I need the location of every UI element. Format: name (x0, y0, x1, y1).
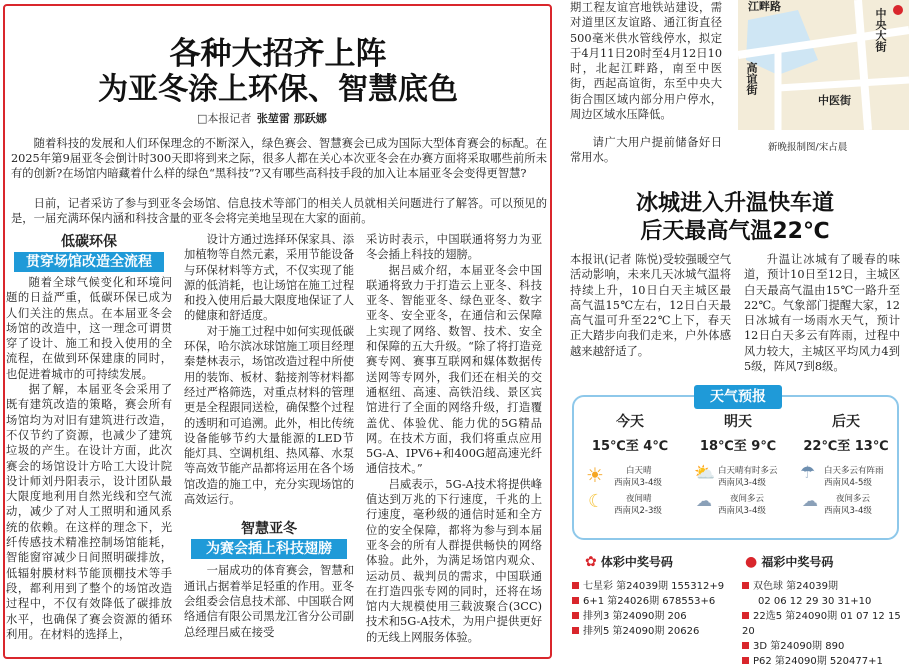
byline-names: 张堃雷 那跃娜 (256, 112, 327, 125)
col2-paragraph-3: 一届成功的体育赛会，智慧和通讯占据着举足轻重的作用。亚冬会组委会信息技术部、中国联合网络通信有限公司黑龙江省分公司副总经理吕威在接受 (184, 564, 354, 639)
list-item: 6+1 第24026期 678553+6 (572, 594, 742, 609)
col1-paragraph-1: 随着全球气候变化和环境问题的日益严重，低碳环保已成为人们关注的焦点。在本届亚冬会场馆的改造中，这一理念可谓贯穿了设计、施工和投入使用的全流程，在做到环保建康的同时，也促进着城市的可持续发展。 (6, 276, 172, 381)
forecast-day-wind: 西南风3-4级 (718, 478, 766, 488)
section-heading-low-carbon: 低碳环保 (61, 234, 117, 250)
forecast-day-name: 后天 (832, 414, 860, 430)
forecast-temp: 22℃至 13℃ (803, 439, 889, 454)
forecast-day-tomorrow (684, 411, 792, 454)
list-item: 3D 第24090期 890 (742, 639, 909, 654)
weather-forecast-panel (572, 389, 899, 540)
forecast-night-desc: 夜间晴 (626, 494, 652, 504)
water-notice-text-2: 请广大用户提前储备好日常用水。 (570, 136, 722, 165)
forecast-day-wind: 西南风3-4级 (614, 478, 662, 488)
sports-lottery-title (585, 553, 673, 570)
map-credit: 新晚报制图/宋占晨 (768, 142, 848, 153)
forecast-day-desc: 白天晴 (626, 466, 652, 476)
water-notice-text: 期工程友谊宫地铁站建设，需对道里区友谊路、通江街直径500毫米供水管线停水，拟定于4月11日20时至4月12日10时，北起江畔路，南至中医街，西起高谊街，东至中央大街合围区域内部分用户停水，周边区域水压降低。 (570, 1, 722, 122)
forecast-day-wind: 西南风4-5级 (824, 478, 872, 488)
forecast-day-detail (614, 465, 662, 489)
intro-paragraph-1: 随着科技的发展和人们环保理念的不断深入，绿色赛会、智慧赛会已成为国际大型体育赛会的标配。在2025年第9届亚冬会倒计时300天即将到来之际，很多人都在关心本次亚冬会在办赛方面将采取哪些前所未有的创新?在场馆内暗藏着什么样的绿色“黑科技”?又有哪些高科技手段的加入让本届亚冬会变得更智慧? (11, 137, 547, 180)
byline-label: □本报记者 (197, 112, 252, 125)
col3-paragraph-3: 吕威表示，5G-A技术将提供峰值达到万兆的下行速度，千兆的上行速度，毫秒级的通信时延和全方位的安全保障，都将为参与到本届亚冬会的所有人群提供畅快的网络体验。此外，为满足场馆内观众、运动员、裁判员的需求，中国联通在打造四张专网的同时，还将在场馆内大规模使用三载波聚合(3CC)技术和5G-A技术，为用户提供更好的无线上网服务体验。 (366, 477, 542, 644)
weather-news-title-2: 后天最高气温22℃ (640, 219, 830, 244)
welfare-lottery-list (742, 579, 909, 669)
weather-news-title-1: 冰城进入升温快车道 (635, 191, 834, 216)
moon-cloud-icon: ☁ (802, 491, 818, 510)
map-label-zhongyi: 中医街 (818, 94, 851, 107)
list-item: 排列3 第24090期 206 (572, 609, 742, 624)
section-bar-smart: 为赛会插上科技翅膀 (191, 539, 347, 559)
forecast-temp: 18℃至 9℃ (699, 439, 777, 454)
sports-lottery-logo-icon: ✿ (585, 554, 597, 570)
welfare-lottery-title-text: 福彩中奖号码 (761, 555, 834, 569)
sun-cloud-icon: ⛅ (694, 463, 716, 483)
forecast-day-desc: 白天多云有阵雨 (824, 466, 884, 476)
list-item: 22选5 第24090期 01 07 12 15 20 (742, 611, 901, 637)
weather-news-col-2: 升温让冰城有了暖春的味道，预计10日至12日，主城区白天最高气温由15℃一路升至22℃。气象部门提醒大家，12日冰城有一场雨水天气，预计12日白天多云有阵雨，过程中风力较大，主城区平均风力4到5级，阵风7到8级。 (744, 253, 900, 374)
col2-paragraph-1: 设计方通过选择环保家具、添加植物等自然元素，采用节能设备与环保材料等方式，不仅实现了能源的低消耗，也让场馆在施工过程和投入使用后最大限度地保证了人的健康和舒适度。 (184, 233, 354, 323)
welfare-lottery-title (745, 553, 833, 570)
forecast-day-today (576, 411, 684, 454)
list-item: P62 第24090期 520477+1 (742, 654, 909, 669)
moon-cloud-icon: ☁ (696, 491, 712, 510)
forecast-night-wind: 西南风3-4级 (824, 506, 872, 516)
article-column-1 (6, 232, 172, 657)
forecast-day-after (792, 411, 900, 454)
forecast-day-name: 今天 (616, 414, 644, 430)
sports-lottery-title-text: 体彩中奖号码 (600, 555, 673, 569)
list-item: 七星彩 第24039期 155312+9 (572, 579, 742, 594)
map-label-gaoyi: 高谊街 (745, 62, 758, 95)
forecast-night-wind: 西南风3-4级 (718, 506, 766, 516)
welfare-lottery-logo-icon: ● (745, 554, 758, 570)
forecast-day-name: 明天 (724, 414, 752, 430)
forecast-day-detail (718, 465, 778, 489)
forecast-night-desc: 夜间多云 (836, 494, 871, 504)
cloud-rain-icon: ☂ (800, 463, 816, 483)
article-column-3 (366, 232, 542, 657)
forecast-night-desc: 夜间多云 (730, 494, 765, 504)
col3-paragraph-2: 据吕威介绍，本届亚冬会中国联通将致力于打造云上亚冬、科技亚冬、智能亚冬、绿色亚冬、数字亚冬、安全亚冬，在通信和云保障上实现了网络、数智、技术、安全和保障的五大升级。“除了将打造竞赛专网、赛事互联网和媒体数据传送网等专网外，我们还在相关的交通枢纽、高速、高铁沿线、景区宾馆进行了全面的网络升级，打造覆盖优、体验优、能力优的5G精品网。在技术方面，我们将重点应用5G-A、IPV6+和400G超高速光纤通信技术。” (366, 263, 542, 476)
water-outage-map (738, 0, 909, 130)
article-title-line1: 各种大招齐上阵 (169, 36, 387, 72)
moon-icon: ☾ (588, 491, 605, 512)
forecast-day-desc: 白天晴有时多云 (718, 466, 778, 476)
weather-news-col-1: 本报讯(记者 陈悦)受较强暖空气活动影响，未来几天冰城气温将持续上升，10日白天主城区最高气温15℃左右，12日白天最高气温可升至22℃上下，春天正大踏步向我们走来，户外体感越来越舒适了。 (570, 253, 731, 358)
forecast-night-detail (824, 493, 872, 517)
col3-paragraph-1: 采访时表示，中国联通将努力为亚冬会插上科技的翅膀。 (366, 233, 542, 262)
byline (197, 110, 327, 126)
forecast-night-detail (614, 493, 662, 517)
list-item: 排列5 第24090期 20626 (572, 624, 742, 639)
forecast-temp: 15℃至 4℃ (591, 439, 669, 454)
col2-paragraph-2: 对于施工过程中如何实现低碳环保，哈尔滨冰球馆施工项目经理秦楚林表示，场馆改造过程中所使用的装饰、板材、黏接剂等材料都经过严格筛选，对重点材料的管理更是全程跟同送检，确保整个过程的透明和可追溯。此外，相比传统设备能够节约大量能源的LED节能灯具、空调机组、热风幕、水泵等高效节能产品都将运用在各个场馆改造的施工中，充分实现场馆的高效运行。 (184, 324, 354, 507)
forecast-day-detail (824, 465, 884, 489)
article-column-2 (184, 232, 354, 657)
map-label-zhongyang: 中央大街 (874, 8, 887, 52)
map-label-jiangpan: 江畔路 (748, 0, 781, 13)
sports-lottery-list (572, 579, 742, 639)
weather-forecast-title: 天气预报 (694, 385, 782, 409)
map-pin-icon (893, 5, 903, 15)
list-item: 双色球 第24039期 (742, 579, 909, 594)
forecast-night-wind: 西南风2-3级 (614, 506, 662, 516)
section-bar-low-carbon: 贯穿场馆改造全流程 (14, 252, 164, 272)
col1-paragraph-2: 据了解，本届亚冬会采用了既有建筑改造的策略，赛会所有场馆均为对旧有建筑进行改造，不仅节约了资源，也减少了建筑垃圾的产生。在设计方面，此次赛会的场馆设计方哈工大设计院设计师刘丹阳表示，设计团队最大限度地利用自然光线和空气流动，减少了对人工照明和通风系统的依赖。在这样的理念下，光纤传感技术精准控制场馆能耗，智能窗帘减少日间照明碳排放，低辐射膜材料节能顶棚技术等手段，都利用到了整个的场馆改造过程中，不仅有效降低了碳排放水平，也确保了赛会资源的循环利用。在材料的选择上， (6, 383, 172, 641)
list-item: 02 06 12 29 30 31+10 (758, 596, 872, 607)
sun-icon: ☀ (586, 463, 604, 487)
intro-paragraph-2: 日前，记者采访了参与到亚冬会场馆、信息技术等部门的相关人员就相关问题进行了解答。可以预见的是，一届充满环保内涵和科技含量的亚冬会将完美地呈现在大家的面前。 (11, 197, 547, 225)
section-heading-smart: 智慧亚冬 (241, 521, 297, 538)
article-title-line2: 为亚冬涂上环保、智慧底色 (98, 72, 458, 107)
forecast-night-detail (718, 493, 766, 517)
